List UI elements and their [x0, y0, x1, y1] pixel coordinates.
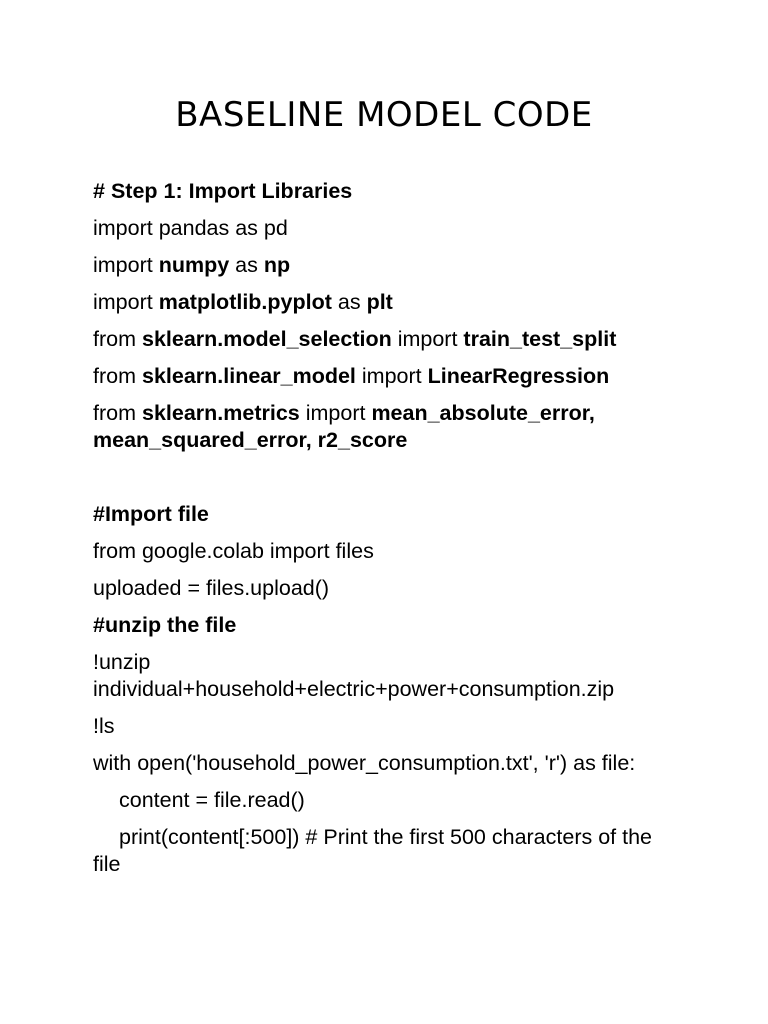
module-linear-model: sklearn.linear_model [141, 364, 356, 388]
unzip-comment-text: #unzip the file [93, 613, 237, 637]
code-body [93, 178, 673, 888]
kw-as: as [229, 253, 264, 277]
import-matplotlib-line [93, 289, 673, 316]
ls-command-line: !ls [93, 714, 115, 738]
import-file-text: #Import file [93, 502, 209, 526]
kw-from: from [93, 364, 142, 388]
colab-import-line: from google.colab import files [93, 539, 374, 563]
module-matplotlib: matplotlib.pyplot [158, 290, 332, 314]
import-numpy-line [93, 252, 673, 279]
module-model-selection: sklearn.model_selection [141, 327, 392, 351]
step1-hash: # [93, 179, 111, 203]
import-pandas-line: import pandas as pd [93, 216, 288, 240]
alias-np: np [263, 253, 291, 277]
import-metrics-line [93, 400, 673, 454]
content-read-line: content = file.read() [119, 788, 305, 812]
unzip-command-line: !unzip individual+household+electric+power+consumption.zip [93, 650, 615, 701]
kw-import: import [93, 253, 159, 277]
names-metrics: mean_absolute_error, mean_squared_error, r2_score [93, 401, 595, 452]
kw-from: from [93, 327, 142, 351]
step1-comment [93, 178, 673, 205]
unzip-comment [93, 612, 673, 639]
blank-line [93, 464, 673, 501]
module-metrics: sklearn.metrics [141, 401, 300, 425]
import-file-comment [93, 501, 673, 528]
module-numpy: numpy [158, 253, 230, 277]
import-model-selection-line [93, 326, 673, 353]
print-line [93, 824, 673, 878]
kw-import: import [355, 364, 428, 388]
alias-plt: plt [366, 290, 393, 314]
kw-import: import [93, 290, 159, 314]
step1-text: Step 1: Import Libraries [110, 179, 353, 203]
kw-import: import [299, 401, 372, 425]
import-linear-model-line [93, 363, 673, 390]
document-title: BASELINE MODEL CODE [175, 95, 593, 135]
with-open-line: with open('household_power_consumption.txt', 'r') as file: [93, 751, 636, 775]
print-text: print(content[:500]) # Print the first 500 characters of the file [93, 825, 652, 876]
kw-as: as [331, 290, 367, 314]
kw-from: from [93, 401, 142, 425]
name-linear-regression: LinearRegression [427, 364, 610, 388]
kw-import: import [391, 327, 464, 351]
name-train-test-split: train_test_split [463, 327, 617, 351]
upload-line: uploaded = files.upload() [93, 576, 330, 600]
